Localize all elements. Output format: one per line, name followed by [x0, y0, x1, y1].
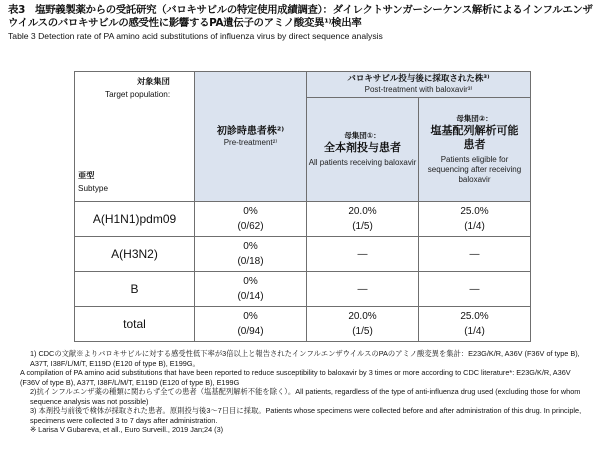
- pre-treatment-cell: [195, 237, 307, 272]
- elig-pct: 25.0%: [460, 311, 489, 322]
- all-pct: 20.0%: [348, 311, 377, 322]
- population-all-cell: [307, 272, 419, 307]
- pre-pct: 0%: [243, 276, 258, 287]
- population-eligible-header: [419, 98, 531, 202]
- pa-substitution-table: [74, 71, 531, 342]
- subtype-cell: total: [75, 307, 195, 342]
- subtype-cell: B: [75, 272, 195, 307]
- table-row: [75, 272, 531, 307]
- pre-treatment-cell: [195, 202, 307, 237]
- population-eligible-label-jp: 塩基配列解析可能患者: [430, 124, 519, 151]
- subtype-cell: A(H1N1)pdm09: [75, 202, 195, 237]
- pre-pct: 0%: [243, 241, 258, 252]
- pre-treatment-label-jp: 初診時患者株²⁾: [216, 126, 285, 137]
- subtype-cell: A(H3N2): [75, 237, 195, 272]
- population-eligible-label-en: Patients eligible for sequencing after receiving baloxavir: [427, 155, 522, 184]
- all-count: (1/5): [352, 326, 373, 337]
- post-treatment-label-en: Post-treatment with baloxavir³⁾: [364, 85, 473, 94]
- post-treatment-label-jp: バロキサビル投与後に採取された株³⁾: [347, 74, 490, 84]
- table-title-en: Table 3 Detection rate of PA amino acid substitutions of influenza virus by direct sequence analysis: [8, 31, 383, 41]
- all-pct: —: [357, 283, 368, 295]
- table-row-total: [75, 307, 531, 342]
- population-eligible-cell: [419, 202, 531, 237]
- population-all-header: [307, 98, 419, 202]
- reference: ※ Larisa V Gubareva, et all., Euro Surveill., 2019 Jan;24 (3): [30, 425, 224, 434]
- subtype-label-en: Subtype: [78, 184, 109, 193]
- footnotes: [20, 349, 592, 435]
- all-pct: 20.0%: [348, 206, 377, 217]
- population-eligible-cell: [419, 272, 531, 307]
- pre-treatment-header: [195, 72, 307, 202]
- pre-pct: 0%: [243, 206, 258, 217]
- table-corner-cell: [75, 72, 195, 202]
- elig-pct: —: [469, 248, 480, 260]
- population-all-label-en: All patients receiving baloxavir: [308, 158, 417, 167]
- elig-count: (1/4): [464, 221, 485, 232]
- all-pct: —: [357, 248, 368, 260]
- population-all-cell: [307, 237, 419, 272]
- pre-pct: 0%: [243, 311, 258, 322]
- pre-count: (0/18): [237, 256, 264, 267]
- pre-treatment-label-en: Pre-treatment²⁾: [223, 138, 278, 147]
- elig-count: (1/4): [464, 326, 485, 337]
- population-eligible-cell: [419, 307, 531, 342]
- elig-pct: 25.0%: [460, 206, 489, 217]
- table-row: [75, 202, 531, 237]
- population-eligible-prefix: 母集団②：: [456, 114, 493, 123]
- target-label-jp: 対象集団: [137, 76, 170, 86]
- footnote-1-en: A compilation of PA amino acid substitutions that have been reported to reduce susceptibility to baloxavir by 3 times or more according to CDC literature*: E23G/K/R, A36V (F36V of type B), A37T, I38F/L/M/T, E119D (E120 of type B), E199G: [20, 368, 571, 387]
- pre-treatment-cell: [195, 272, 307, 307]
- population-all-cell: [307, 202, 419, 237]
- subtype-label-jp: 亜型: [78, 170, 95, 180]
- pre-count: (0/62): [237, 221, 264, 232]
- all-count: (1/5): [352, 221, 373, 232]
- pre-treatment-cell: [195, 307, 307, 342]
- post-treatment-header: [307, 72, 531, 98]
- pre-count: (0/94): [237, 326, 264, 337]
- footnote-1-jp: 1) CDCの文献※よりバロキサビルに対する感受性低下率が3倍以上と報告されたインフルエンザウイルスのPAのアミノ酸変異を集計：E23G/K/R, A36V (F36V of type B), A37T, I38F/L/M/T, E119D (E120 of type B), E199G。: [30, 349, 580, 368]
- population-all-cell: [307, 307, 419, 342]
- elig-pct: —: [469, 283, 480, 295]
- population-eligible-cell: [419, 237, 531, 272]
- table-row: [75, 237, 531, 272]
- population-all-label-jp: 全本剤投与患者: [324, 141, 401, 154]
- table-title-jp: 表3 塩野義製薬からの受託研究（バロキサビルの特定使用成績調査）：ダイレクトサンガーシーケンス解析によるインフルエンザウイルスのバロキサビルの感受性に影響するPA遺伝子のアミノ酸変異¹⁾検出率: [8, 4, 593, 29]
- population-all-prefix: 母集団①：: [344, 131, 381, 140]
- footnote-3: 3) 本剤投与前後で検体が採取された患者。原則投与後3～7日目に採取。Patients whose specimens were collected before and after administration of this drug. In principle, specimens were collected 3 to 7 days after administration.: [30, 406, 582, 425]
- footnote-2: 2)抗インフルエンザ薬の種類に関わらず全ての患者（塩基配列解析不能を除く）。All patients, regardless of the type of anti-influenza drug used (excluding those for whom sequence analysis was not possible): [30, 387, 581, 406]
- target-label-en: Target population:: [105, 90, 171, 99]
- pre-count: (0/14): [237, 291, 264, 302]
